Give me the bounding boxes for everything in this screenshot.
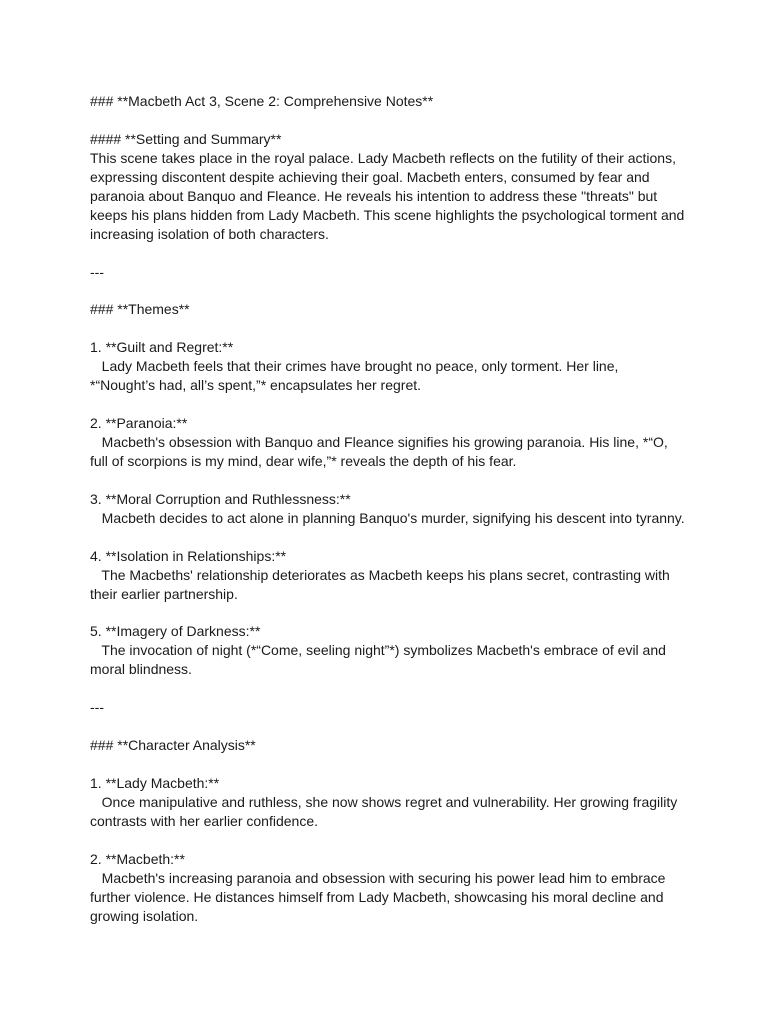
theme-text: Lady Macbeth feels that their crimes have brought no peace, only torment. Her line, [90, 358, 619, 375]
theme-text: *“Nought’s had, all’s spent,”* encapsulates her regret. [90, 377, 422, 394]
setting-line: This scene takes place in the royal palace. Lady Macbeth reflects on the futility of their actions, [90, 149, 676, 166]
setting-line: expressing discontent despite achieving their goal. Macbeth enters, consumed by fear and [90, 168, 650, 185]
theme-title: 3. **Moral Corruption and Ruthlessness:** [90, 490, 351, 507]
character-text: further violence. He distances himself from Lady Macbeth, showcasing his moral decline and [90, 888, 664, 905]
theme-title: 1. **Guilt and Regret:** [90, 339, 234, 356]
character-title: 1. **Lady Macbeth:** [90, 774, 220, 791]
theme-title: 2. **Paranoia:** [90, 414, 188, 431]
setting-line: keeps his plans hidden from Lady Macbeth. This scene highlights the psychological torment and [90, 206, 685, 223]
character-text: contrasts with her earlier confidence. [90, 812, 318, 829]
theme-text: their earlier partnership. [90, 585, 238, 602]
character-text: Macbeth's increasing paranoia and obsession with securing his power lead him to embrace [90, 869, 666, 886]
theme-text: moral blindness. [90, 661, 192, 678]
setting-line: increasing isolation of both characters. [90, 225, 329, 242]
character-heading: ### **Character Analysis** [90, 736, 256, 753]
character-text: Once manipulative and ruthless, she now shows regret and vulnerability. Her growing fragility [90, 793, 678, 810]
character-text: growing isolation. [90, 907, 199, 924]
document-page [90, 92, 688, 926]
character-title: 2. **Macbeth:** [90, 850, 185, 867]
document-title: ### **Macbeth Act 3, Scene 2: Comprehensive Notes** [90, 93, 434, 109]
divider: --- [90, 263, 104, 280]
theme-title: 5. **Imagery of Darkness:** [90, 623, 261, 640]
divider: --- [90, 699, 104, 716]
themes-heading: ### **Themes** [90, 301, 190, 318]
theme-title: 4. **Isolation in Relationships:** [90, 547, 287, 564]
theme-text: The Macbeths' relationship deteriorates as Macbeth keeps his plans secret, contrasting with [90, 566, 670, 583]
setting-line: paranoia about Banquo and Fleance. He reveals his intention to address these "threats" but [90, 187, 658, 204]
setting-heading: #### **Setting and Summary** [90, 130, 282, 147]
theme-text: The invocation of night (*“Come, seeling night”*) symbolizes Macbeth's embrace of evil and [90, 642, 666, 659]
theme-text: Macbeth decides to act alone in planning Banquo's murder, signifying his descent into tyranny. [90, 509, 685, 526]
theme-text: Macbeth's obsession with Banquo and Fleance signifies his growing paranoia. His line, *“O, [90, 433, 668, 450]
theme-text: full of scorpions is my mind, dear wife,”* reveals the depth of his fear. [90, 452, 517, 469]
